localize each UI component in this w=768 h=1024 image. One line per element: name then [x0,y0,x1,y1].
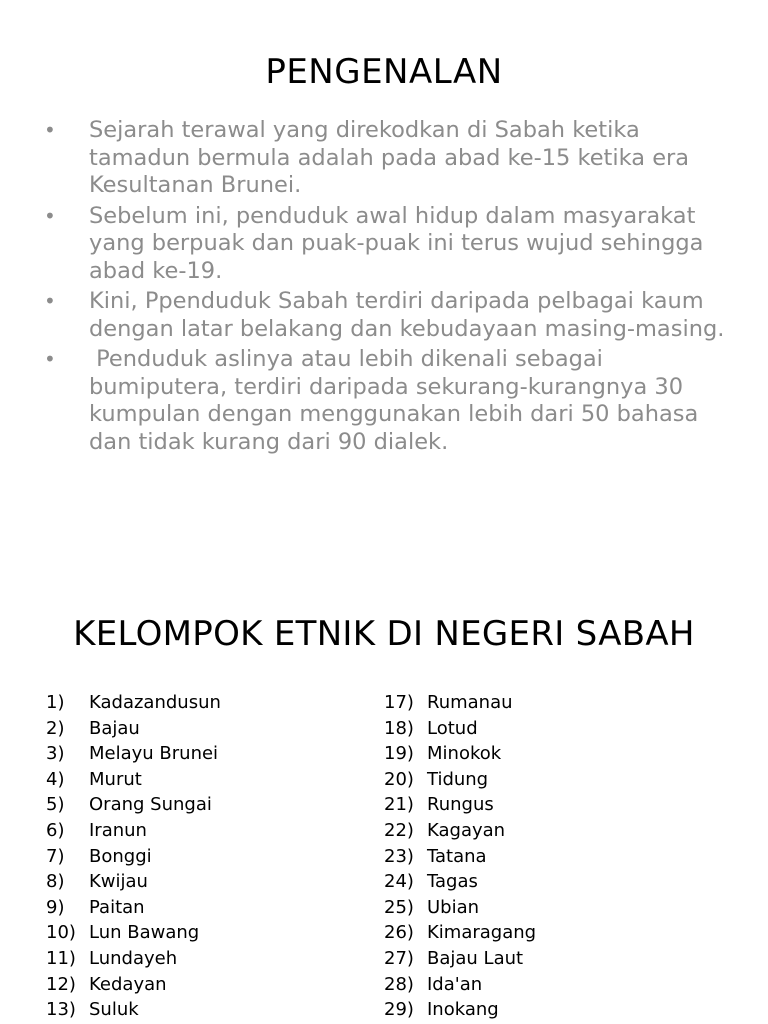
bullet-text: Sejarah terawal yang direkodkan di Sabah ketika tamadun bermula adalah pada abad ke-15 ketika era Kesultanan Brunei. [89,117,690,198]
ethnic-list-item [46,946,346,972]
ethnic-list-item [384,946,684,972]
ethnic-list-item [46,869,346,895]
list-item-number: 18) [384,717,414,739]
list-item-number: 7) [46,845,65,867]
list-item-number: 25) [384,896,414,918]
list-item-name: Iranun [89,819,147,841]
list-item-name: Tatana [427,845,487,867]
bullet-item [44,203,734,286]
list-item-number: 8) [46,871,65,893]
ethnic-list-item [46,741,346,767]
ethnic-list-item [384,716,684,742]
list-item-number: 21) [384,794,414,816]
ethnic-list-item [384,869,684,895]
list-item-number: 24) [384,871,414,893]
list-item-name: Rungus [427,794,494,816]
ethnic-list-item [46,997,346,1023]
list-item-name: Bajau [89,717,140,739]
list-item-number: 5) [46,794,65,816]
list-item-name: Kagayan [427,819,506,841]
bullet-text: Sebelum ini, penduduk awal hidup dalam masyarakat yang berpuak dan puak-puak ini terus wujud sehingga abad ke-19. [89,202,704,284]
list-item-name: Kedayan [89,973,167,995]
list-item-number: 1) [46,692,65,713]
bullet-text: Penduduk aslinya atau lebih dikenali sebagai bumiputera, terdiri daripada sekurang-kurangnya 30 kumpulan dengan menggunakan lebih dari 50 bahasa dan tidak kurang dari 90 dialek. [89,346,706,455]
section-title-kelompok-etnik: KELOMPOK ETNIK DI NEGERI SABAH [73,614,695,654]
ethnic-list-item [384,792,684,818]
ethnic-list-item [46,716,346,742]
list-item-number: 9) [46,896,65,918]
ethnic-list-left [46,690,346,1023]
ethnic-list-item [384,895,684,921]
bullet-dot-icon: • [44,347,56,371]
list-item-number: 23) [384,845,414,867]
list-item-name: Lun Bawang [89,922,200,944]
list-item-name: Bonggi [89,845,152,867]
bullet-dot-icon: • [44,289,56,313]
ethnic-list-item [384,920,684,946]
ethnic-list-item [46,844,346,870]
ethnic-list-item [384,767,684,793]
ethnic-list-item [384,741,684,767]
list-item-name: Lotud [427,717,478,739]
bullet-dot-icon: • [44,118,56,142]
list-item-name: Rumanau [427,692,513,713]
list-item-name: Tagas [427,871,478,893]
ethnic-list-item [46,972,346,998]
list-item-name: Suluk [89,999,139,1021]
bullet-item [44,288,734,343]
list-item-name: Minokok [427,743,502,765]
ethnic-list-item [384,997,684,1023]
bullet-item [44,117,734,200]
ethnic-list-item [384,972,684,998]
bullet-dot-icon: • [44,203,56,228]
list-item-name: Ida'an [427,973,483,995]
list-item-name: Lundayeh [89,947,178,969]
ethnic-list-item [46,767,346,793]
ethnic-list-item [384,844,684,870]
ethnic-list-item [46,920,346,946]
ethnic-list-item [46,690,346,716]
list-item-number: 12) [46,973,76,995]
list-item-name: Inokang [427,999,499,1021]
list-item-number: 28) [384,973,414,995]
list-item-number: 22) [384,819,414,841]
list-item-number: 4) [46,768,65,790]
section-title-pengenalan: PENGENALAN [265,52,503,92]
list-item-number: 29) [384,999,414,1021]
list-item-name: Kimaragang [427,922,537,944]
list-item-name: Tidung [427,768,489,790]
list-item-number: 6) [46,819,65,841]
list-item-number: 27) [384,947,414,969]
ethnic-list-item [46,818,346,844]
list-item-number: 10) [46,922,76,944]
list-item-number: 26) [384,922,414,944]
list-item-name: Orang Sungai [89,794,212,816]
list-item-number: 20) [384,768,414,790]
list-item-number: 3) [46,743,65,765]
list-item-name: Ubian [427,896,480,918]
ethnic-list-right [384,690,684,1023]
list-item-number: 17) [384,692,414,713]
ethnic-list-item [384,690,684,716]
bullet-item [44,346,734,456]
list-item-name: Paitan [89,896,145,918]
ethnic-list-item [384,818,684,844]
bullet-text: Kini, Ppenduduk Sabah terdiri daripada pelbagai kaum dengan latar belakang dan kebudayaan masing-masing. [89,288,725,342]
list-item-name: Kadazandusun [89,692,221,713]
list-item-number: 13) [46,999,76,1021]
list-item-name: Murut [89,768,142,790]
intro-bullet-list [44,117,734,459]
list-item-number: 11) [46,947,76,969]
ethnic-list-item [46,792,346,818]
list-item-number: 2) [46,717,65,739]
list-item-number: 19) [384,743,414,765]
list-item-name: Melayu Brunei [89,743,219,765]
list-item-name: Kwijau [89,871,148,893]
list-item-name: Bajau Laut [427,947,524,969]
ethnic-list-item [46,895,346,921]
